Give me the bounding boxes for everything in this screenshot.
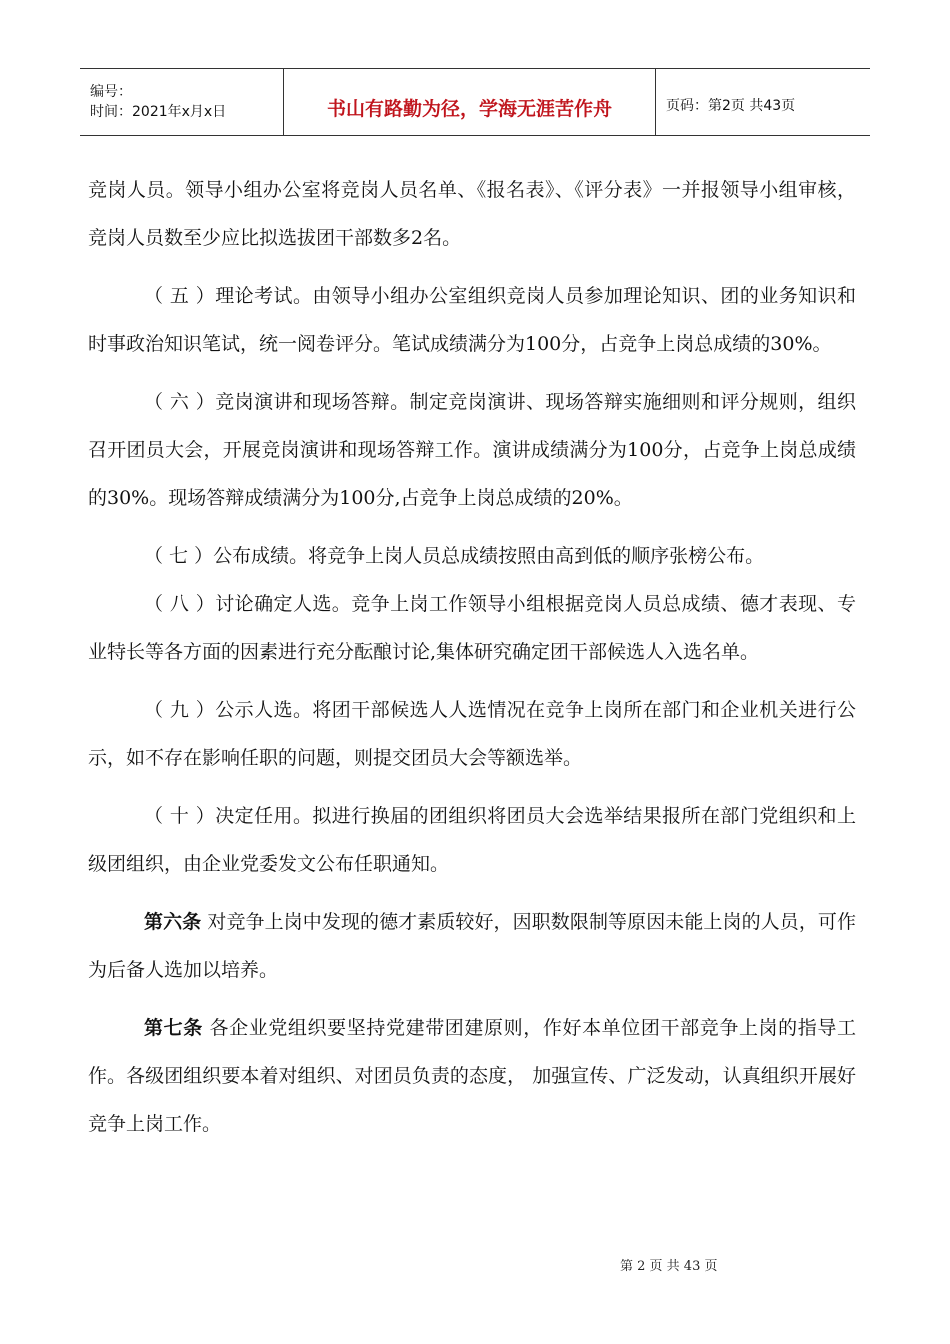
header-meta — [80, 69, 284, 135]
header-motto — [284, 69, 656, 135]
article-paragraph: 第七条 各企业党组织要坚持党建带团建原则，作好本单位团干部竞争上岗的指导工作。各级团组织要本着对组织、对团员负责的态度， 加强宣传、广泛发动，认真组织开展好竞争上岗工作。 — [88, 1017, 856, 1135]
page-footer: 第 2 页 共 43 页 — [620, 1259, 718, 1274]
page-info-text: 页码：第2页 共43页 — [666, 98, 796, 114]
paragraph: （ 八 ）讨论确定人选。竞争上岗工作领导小组根据竞岗人员总成绩、德才表现、专业特长等各方面的因素进行充分酝酿讨论,集体研究确定团干部候选人入选名单。 — [88, 593, 856, 663]
paragraph: （ 十 ）决定任用。拟进行换届的团组织将团员大会选举结果报所在部门党组织和上级团组织，由企业党委发文公布任职通知。 — [88, 805, 856, 875]
paragraph: （ 九 ）公示人选。将团干部候选人人选情况在竞争上岗所在部门和企业机关进行公示，如不存在影响任职的问题，则提交团员大会等额选举。 — [88, 699, 856, 769]
header-page-info — [656, 69, 870, 135]
paragraph: （ 六 ）竞岗演讲和现场答辩。制定竞岗演讲、现场答辩实施细则和评分规则，组织召开团员大会，开展竞岗演讲和现场答辩工作。演讲成绩满分为100分，占竞争上岗总成绩的30%。现场答辩成绩满分为100分,占竞争上岗总成绩的20%。 — [88, 391, 856, 509]
paragraph: （ 五 ）理论考试。由领导小组办公室组织竞岗人员参加理论知识、团的业务知识和时事政治知识笔试，统一阅卷评分。笔试成绩满分为100分，占竞争上岗总成绩的30%。 — [88, 285, 856, 355]
motto-text: 书山有路勤为径，学海无涯苦作舟 — [326, 98, 612, 120]
document-body — [88, 166, 856, 1148]
page-header — [80, 68, 870, 136]
paragraph: （ 七 ）公布成绩。将竞争上岗人员总成绩按照由高到低的顺序张榜公布。 — [144, 545, 765, 567]
time-label: 时间：2021年x月x日 — [90, 104, 227, 120]
paragraph: 竞岗人员。领导小组办公室将竞岗人员名单、《报名表》、《评分表》一并报领导小组审核， 竞岗人员数至少应比拟选拔团干部数多2名。 — [88, 179, 856, 249]
article-number: 第七条 — [144, 1017, 203, 1039]
article-paragraph: 第六条 对竞争上岗中发现的德才素质较好，因职数限制等原因未能上岗的人员，可作为后备人选加以培养。 — [88, 911, 856, 981]
article-number: 第六条 — [144, 911, 202, 933]
serial-label: 编号： — [90, 84, 132, 100]
